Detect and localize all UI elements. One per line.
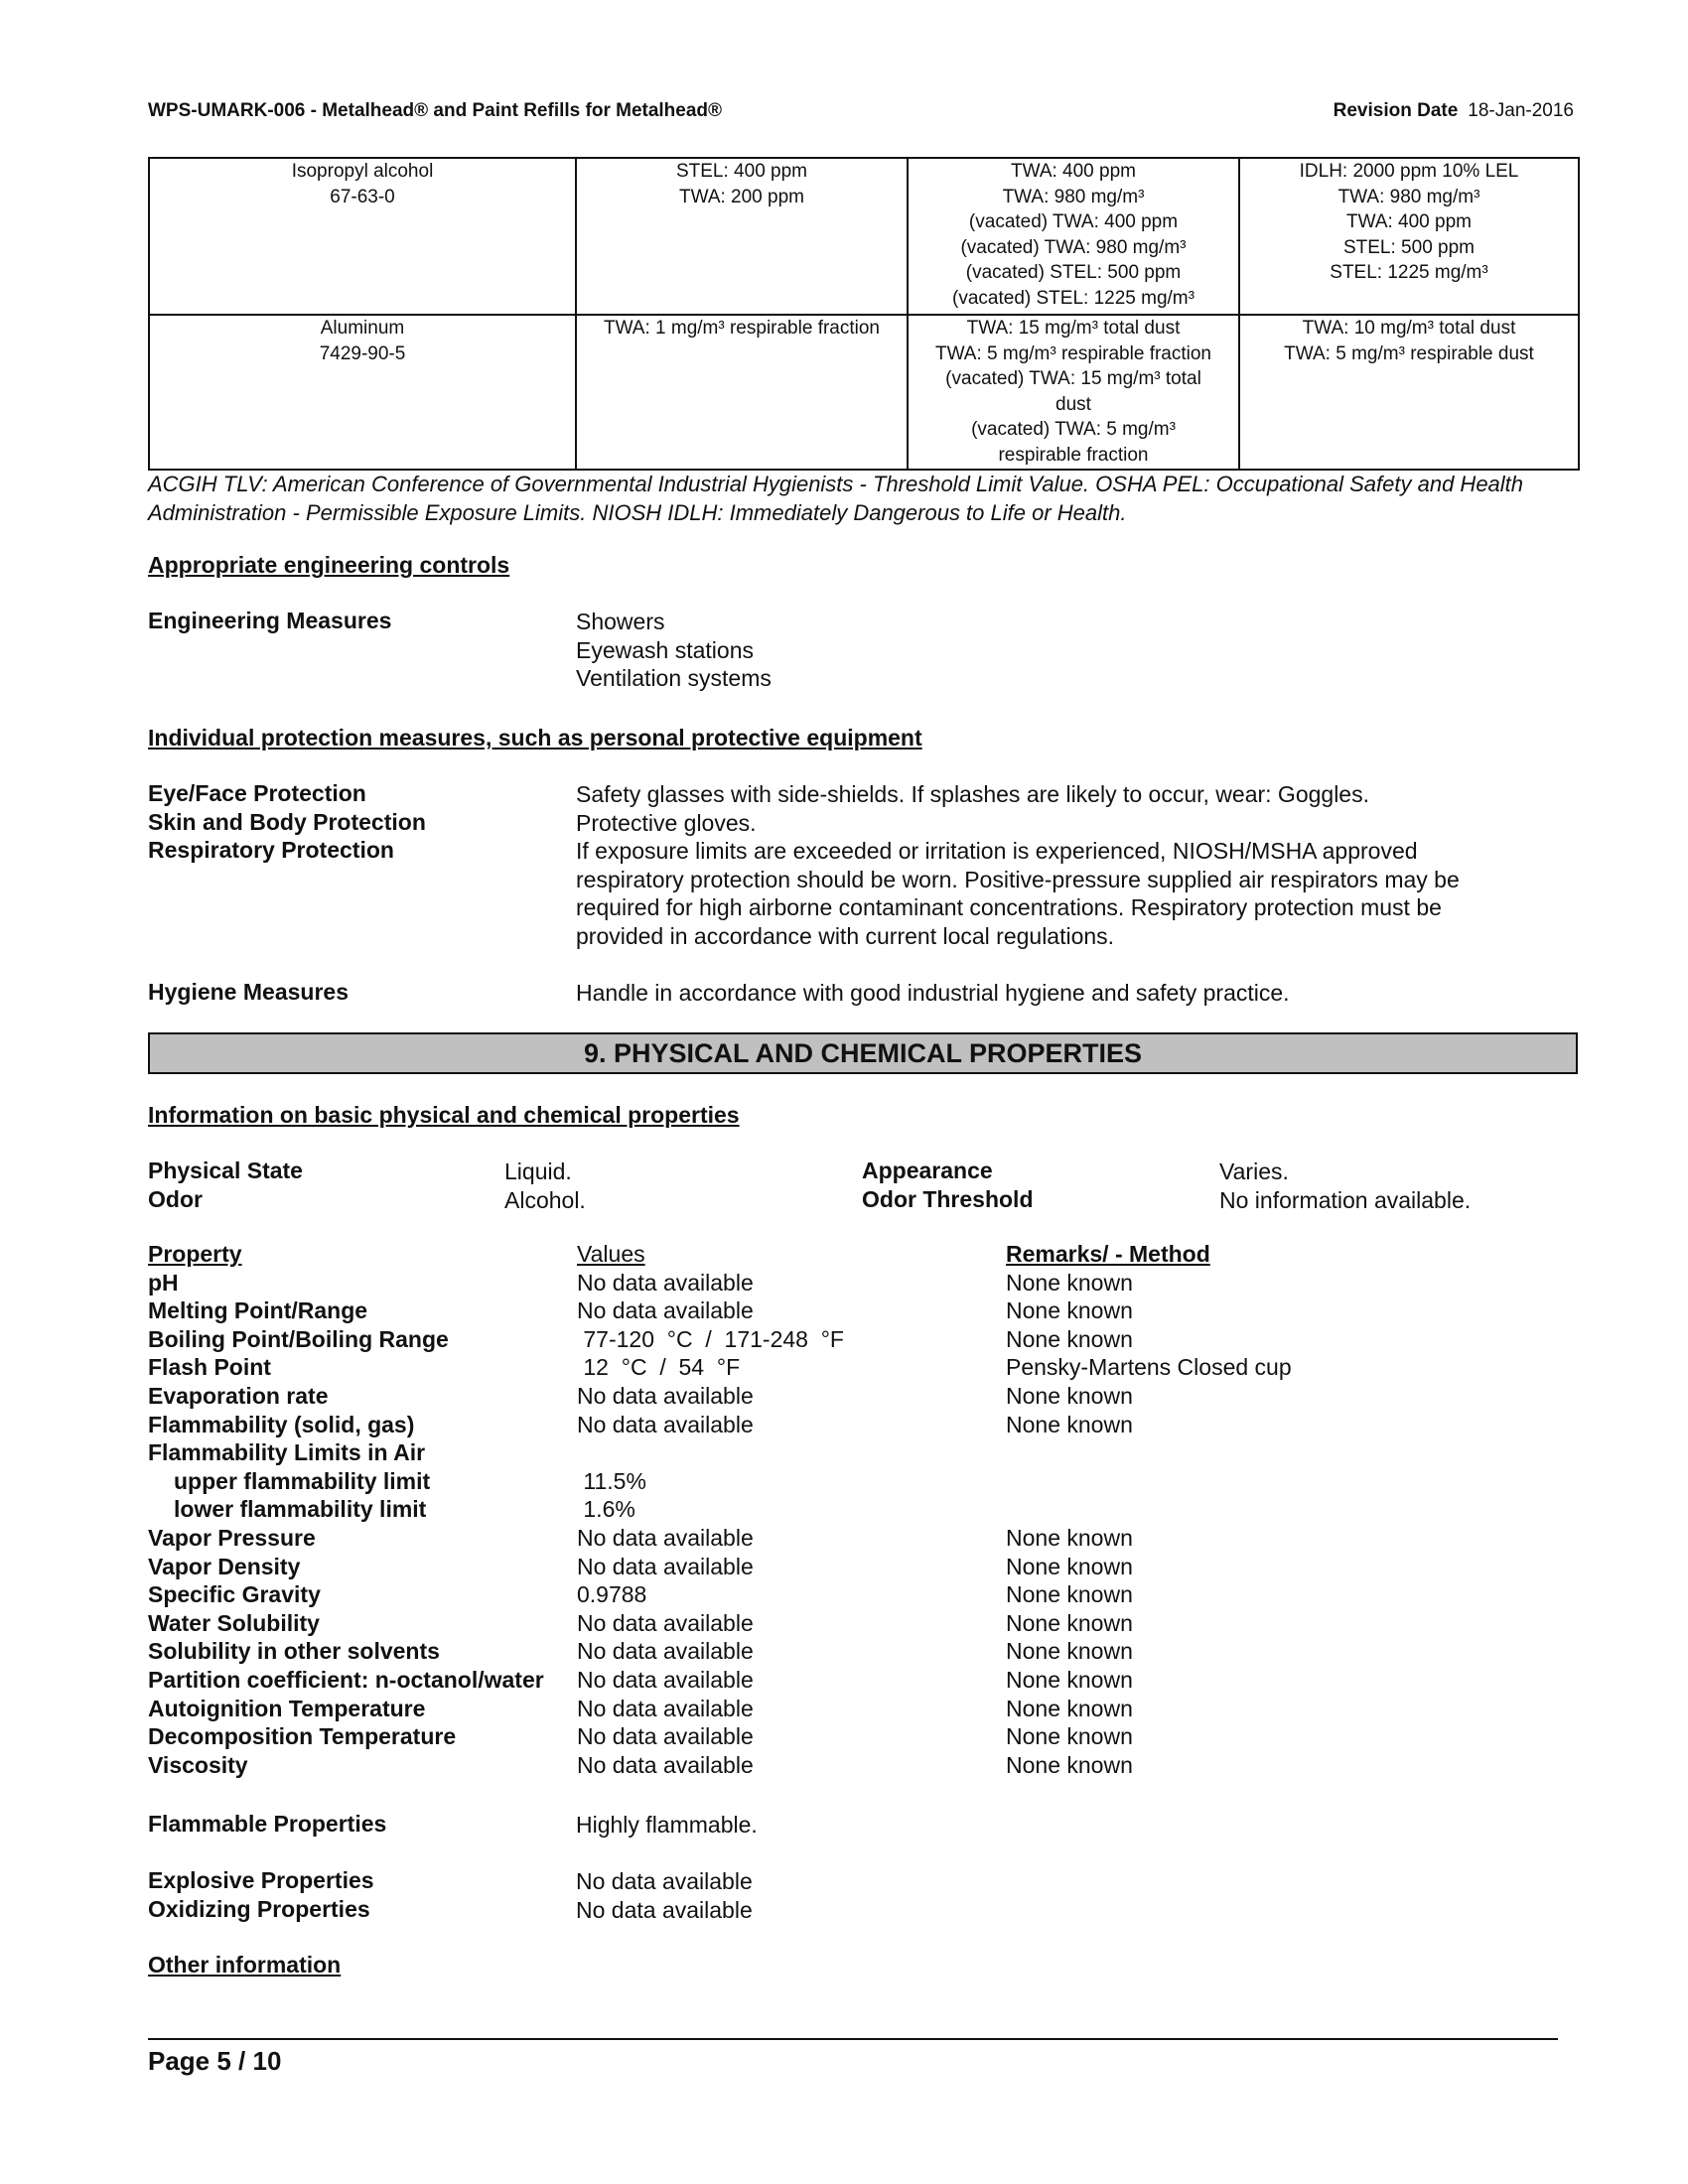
osha-cell: TWA: 15 mg/m³ total dust TWA: 5 mg/m³ respirable fraction (vacated) TWA: 15 mg/m³ total dust (vacated) TWA: 5 mg/m³ respirable fraction <box>908 315 1239 470</box>
property-name: lower flammability limit <box>174 1496 427 1523</box>
col-property: Property <box>148 1241 242 1267</box>
property-name: Vapor Pressure <box>148 1524 316 1551</box>
property-value: No data available <box>577 1553 754 1579</box>
property-name: Viscosity <box>148 1751 248 1778</box>
property-name: upper flammability limit <box>174 1467 431 1494</box>
property-remark: None known <box>1006 1411 1133 1437</box>
exposure-limits-table <box>148 157 1580 471</box>
basic-properties-heading: Information on basic physical and chemical properties <box>148 1102 740 1128</box>
other-information-heading: Other information <box>148 1952 342 1978</box>
col-remarks: Remarks/ - Method <box>1006 1241 1210 1267</box>
chemical-cell: Isopropyl alcohol 67-63-0 <box>149 158 576 315</box>
property-name: Partition coefficient: n-octanol/water <box>148 1666 544 1693</box>
physical-state-value: Liquid. <box>504 1159 572 1184</box>
odor-threshold-value: No information available. <box>1219 1187 1472 1213</box>
property-remark: None known <box>1006 1638 1133 1665</box>
property-value: No data available <box>577 1723 754 1750</box>
property-value: No data available <box>577 1269 754 1296</box>
product-name: Metalhead® and Paint Refills for Metalhead® <box>322 100 723 121</box>
skin-text: Protective gloves. <box>576 810 757 836</box>
odor-label: Odor <box>148 1186 203 1212</box>
eye-label: Eye/Face Protection <box>148 780 366 806</box>
property-name: Solubility in other solvents <box>148 1638 440 1665</box>
eye-text: Safety glasses with side-shields. If splashes are likely to occur, wear: Goggles. <box>576 781 1369 807</box>
engineering-list <box>576 608 772 693</box>
property-value: 11.5% <box>577 1467 646 1494</box>
skin-label: Skin and Body Protection <box>148 809 426 835</box>
explosive-value: No data available <box>576 1868 753 1894</box>
property-remark: None known <box>1006 1325 1133 1352</box>
property-name: Vapor Density <box>148 1553 301 1579</box>
table-row <box>149 315 1579 470</box>
oxidizing-value: No data available <box>576 1897 753 1923</box>
property-name: Specific Gravity <box>148 1581 321 1608</box>
hygiene-text: Handle in accordance with good industrial hygiene and safety practice. <box>576 980 1290 1006</box>
property-value: No data available <box>577 1666 754 1693</box>
property-remark: None known <box>1006 1382 1133 1409</box>
property-value: No data available <box>577 1638 754 1665</box>
property-name: Evaporation rate <box>148 1382 329 1409</box>
appearance-label: Appearance <box>862 1158 993 1183</box>
property-name: Decomposition Temperature <box>148 1723 457 1750</box>
property-value: No data available <box>577 1411 754 1437</box>
hygiene-label: Hygiene Measures <box>148 979 349 1005</box>
footer-divider <box>148 2038 1558 2040</box>
property-remark: None known <box>1006 1524 1133 1551</box>
odor-threshold-label: Odor Threshold <box>862 1186 1034 1212</box>
property-remark: None known <box>1006 1609 1133 1636</box>
property-name: Boiling Point/Boiling Range <box>148 1325 449 1352</box>
col-values: Values <box>577 1241 645 1267</box>
property-remark: None known <box>1006 1269 1133 1296</box>
property-remark: None known <box>1006 1751 1133 1778</box>
property-name: Autoignition Temperature <box>148 1695 426 1721</box>
explosive-label: Explosive Properties <box>148 1867 374 1893</box>
ppe-heading: Individual protection measures, such as personal protective equipment <box>148 725 922 751</box>
chemical-cell: Aluminum 7429-90-5 <box>149 315 576 470</box>
property-remark: None known <box>1006 1723 1133 1750</box>
engineering-label: Engineering Measures <box>148 608 392 633</box>
odor-value: Alcohol. <box>504 1187 586 1213</box>
property-value: No data available <box>577 1297 754 1324</box>
property-value: No data available <box>577 1751 754 1778</box>
property-remark: Pensky-Martens Closed cup <box>1006 1354 1292 1381</box>
property-value: 0.9788 <box>577 1581 647 1608</box>
section-9-title: 9. PHYSICAL AND CHEMICAL PROPERTIES <box>148 1032 1578 1074</box>
table-footnote: ACGIH TLV: American Conference of Governmental Industrial Hygienists - Threshold Limit Value. OSHA PEL: Occupational Safety and Health Administration - Permissible Exposure Limits. NIOSH IDLH: Immediately Dangerous to Life or Health. <box>148 472 1524 525</box>
flammable-label: Flammable Properties <box>148 1811 387 1837</box>
respiratory-label: Respiratory Protection <box>148 837 394 863</box>
oxidizing-label: Oxidizing Properties <box>148 1896 370 1922</box>
niosh-cell: TWA: 10 mg/m³ total dust TWA: 5 mg/m³ respirable dust <box>1239 315 1579 470</box>
property-name: Water Solubility <box>148 1609 320 1636</box>
engineering-heading: Appropriate engineering controls <box>148 552 510 578</box>
property-remark: None known <box>1006 1666 1133 1693</box>
property-name: Flammability (solid, gas) <box>148 1411 415 1437</box>
acgih-cell: STEL: 400 ppm TWA: 200 ppm <box>576 158 908 315</box>
niosh-cell: IDLH: 2000 ppm 10% LEL TWA: 980 mg/m³ TWA: 400 ppm STEL: 500 ppm STEL: 1225 mg/m³ <box>1239 158 1579 315</box>
property-value: 1.6% <box>577 1496 635 1523</box>
property-name: Flash Point <box>148 1354 271 1381</box>
revision-info <box>1334 100 1574 122</box>
property-value: 12 °C / 54 °F <box>577 1354 741 1381</box>
property-value: No data available <box>577 1382 754 1409</box>
flammable-value: Highly flammable. <box>576 1812 758 1838</box>
property-name: Flammability Limits in Air <box>148 1439 426 1466</box>
acgih-cell: TWA: 1 mg/m³ respirable fraction <box>576 315 908 470</box>
property-remark: None known <box>1006 1581 1133 1608</box>
list-item: Eyewash stations <box>576 636 754 663</box>
property-value: No data available <box>577 1524 754 1551</box>
property-remark: None known <box>1006 1553 1133 1579</box>
physical-state-label: Physical State <box>148 1158 303 1183</box>
appearance-value: Varies. <box>1219 1159 1289 1184</box>
property-value: 77-120 °C / 171-248 °F <box>577 1325 844 1352</box>
property-value: No data available <box>577 1695 754 1721</box>
property-name: Melting Point/Range <box>148 1297 368 1324</box>
property-name: pH <box>148 1269 179 1296</box>
respiratory-text: If exposure limits are exceeded or irritation is experienced, NIOSH/MSHA approved respiratory protection should be worn. Positive-pressure supplied air respirators may be required for high airborne contaminant concentrations. Respiratory protection must be provided in accordance with current local regulations. <box>576 838 1460 949</box>
page-number: Page 5 / 10 <box>148 2046 282 2076</box>
property-remark: None known <box>1006 1695 1133 1721</box>
property-remark: None known <box>1006 1297 1133 1324</box>
doc-id: WPS-UMARK-006 - <box>148 100 317 121</box>
revision-date: 18-Jan-2016 <box>1468 100 1574 121</box>
document-header <box>148 100 722 122</box>
list-item: Showers <box>576 609 665 634</box>
osha-cell: TWA: 400 ppm TWA: 980 mg/m³ (vacated) TWA: 400 ppm (vacated) TWA: 980 mg/m³ (vacated) STEL: 500 ppm (vacated) STEL: 1225 mg/m³ <box>908 158 1239 315</box>
revision-label: Revision Date <box>1333 100 1459 121</box>
property-value: No data available <box>577 1609 754 1636</box>
list-item: Ventilation systems <box>576 665 772 692</box>
table-row <box>149 158 1579 315</box>
